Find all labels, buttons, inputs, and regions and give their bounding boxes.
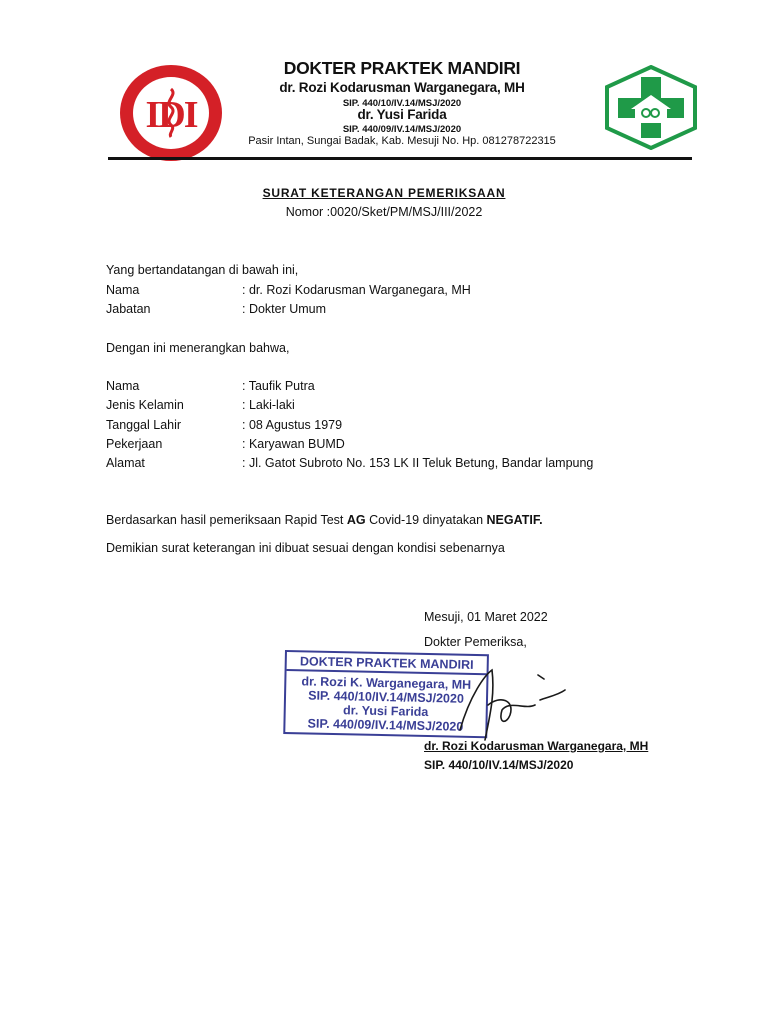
stamp-line-1: DOKTER PRAKTEK MANDIRI (287, 654, 487, 675)
patient-address-value: : Jl. Gatot Subroto No. 153 LK II Teluk Betung, Bandar lampung (242, 456, 594, 470)
letterhead-doctor-2: dr. Yusi Farida (357, 107, 447, 122)
patient-address-label: Alamat (106, 456, 145, 470)
patient-occupation-value: : Karyawan BUMD (242, 437, 345, 451)
letterhead-divider (108, 157, 692, 160)
signer-role: Dokter Pemeriksa, (424, 635, 527, 649)
signer-sip: SIP. 440/10/IV.14/MSJ/2020 (424, 758, 574, 772)
patient-occupation-label: Pekerjaan (106, 437, 163, 451)
result-prefix: Berdasarkan hasil pemeriksaan Rapid Test (106, 513, 347, 527)
signer-intro: Yang bertandatangan di bawah ini, (106, 263, 299, 277)
result-outcome: NEGATIF. (486, 513, 543, 527)
signer-name-value: : dr. Rozi Kodarusman Warganegara, MH (242, 283, 471, 297)
stamp-line-3: SIP. 440/10/IV.14/MSJ/2020 (308, 688, 465, 706)
letterhead-address: Pasir Intan, Sungai Badak, Kab. Mesuji No. Hp. 081278722315 (248, 135, 556, 147)
idi-logo-text: IDI (145, 94, 197, 136)
letterhead-doctor-1: dr. Rozi Kodarusman Warganegara, MH (279, 80, 525, 95)
result-middle: Covid-19 dinyatakan (365, 513, 487, 527)
letterhead-sip-2: SIP. 440/09/IV.14/MSJ/2020 (342, 124, 462, 135)
patient-name-value: : Taufik Putra (242, 379, 315, 393)
document-number: Nomor :0020/Sket/PM/MSJ/III/2022 (285, 205, 483, 219)
place-date: Mesuji, 01 Maret 2022 (424, 610, 548, 624)
patient-name-label: Nama (106, 379, 140, 393)
patient-intro: Dengan ini menerangkan bahwa, (106, 341, 290, 355)
health-cross-logo-icon (605, 65, 697, 150)
stamp-line-4: dr. Yusi Farida (342, 703, 429, 720)
patient-birthdate-label: Tanggal Lahir (106, 418, 182, 432)
result-statement (106, 513, 543, 527)
patient-birthdate-value: : 08 Agustus 1979 (242, 418, 343, 432)
document-title: SURAT KETERANGAN PEMERIKSAAN (262, 186, 506, 200)
letterhead-sip-1: SIP. 440/10/IV.14/MSJ/2020 (342, 98, 462, 109)
signer-position-label: Jabatan (106, 302, 151, 316)
patient-gender-value: : Laki-laki (242, 398, 295, 412)
letterhead-title: DOKTER PRAKTEK MANDIRI (283, 58, 521, 78)
stamp-line-5: SIP. 440/09/IV.14/MSJ/2020 (307, 716, 464, 734)
handwritten-signature (440, 655, 580, 745)
patient-gender-label: Jenis Kelamin (106, 398, 184, 412)
signer-position-value: : Dokter Umum (242, 302, 327, 316)
signer-name-label: Nama (106, 283, 140, 297)
closing-statement: Demikian surat keterangan ini dibuat sesuai dengan kondisi sebenarnya (106, 541, 505, 555)
result-test-type: AG (346, 513, 366, 527)
stamp-line-2: dr. Rozi K. Warganegara, MH (301, 674, 472, 692)
signer-full-name: dr. Rozi Kodarusman Warganegara, MH (424, 739, 649, 753)
